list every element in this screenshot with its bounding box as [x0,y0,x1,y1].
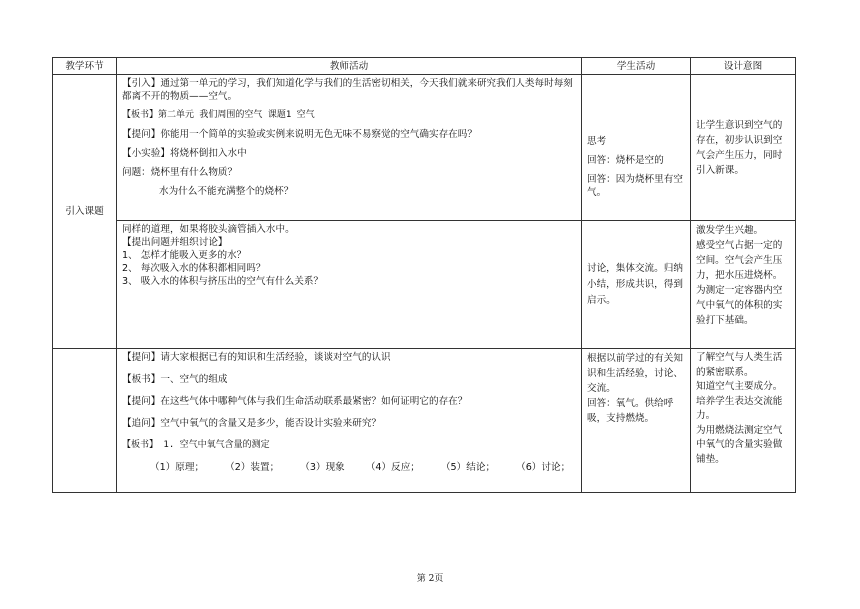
teacher-line: 1、 怎样才能吸入更多的水？ [122,250,247,261]
teacher-line: 【提问】在这些气体中哪种气体与我们生命活动联系最紧密？如何证明它的存在？ [122,396,468,407]
teacher-line: 【提问】请大家根据已有的知识和生活经验，谈谈对空气的认识 [122,352,391,363]
intent-cell [691,75,796,221]
header-intent: 设计意图 [691,58,796,75]
intent-line: 知道空气主要成分。 [696,381,783,392]
step-item: （2）装置； [225,462,280,473]
step-item: （5）结论； [440,462,496,473]
student-cell [582,75,691,221]
intent-cell [691,349,796,493]
stage-cell: 引入课题 [53,75,117,349]
steps-line [122,461,575,474]
page-number: 第 2页 [416,574,444,584]
teacher-line: 水为什么不能充满整个的烧杯？ [159,186,294,197]
teacher-line: 【提问】你能用一个简单的实验或实例来说明无色无味不易察觉的空气确实存在吗？ [122,129,477,140]
teacher-line: 【板书】第二单元 我们周围的空气 课题1 空气 [122,110,315,120]
lesson-plan-table [52,57,796,493]
student-text: 讨论，集体交流。归纳小结，形成共识，得到启示。 [587,262,683,306]
table-row [53,349,796,493]
header-student: 学生活动 [582,58,691,75]
table-row [53,221,796,349]
intent-line: 培养学生表达交流能力。 [696,395,783,421]
teacher-line: 同样的道理，如果将胶头滴管插入水中。 [122,224,295,235]
table-row [53,75,796,221]
intent-line: 激发学生兴趣。 [696,225,764,236]
student-line: 回答：因为烧杯里有空气。 [587,173,683,198]
intent-line: 了解空气与人类生活的紧密联系。 [696,352,783,378]
table-header-row [53,58,796,75]
header-teacher: 教师活动 [117,58,582,75]
intent-line: 感受空气占据一定的空间。空气会产生压力，把水压进烧杯。为测定一定容器内空气中氧气的体积的实验打下基础。 [696,240,783,326]
student-cell [582,349,691,493]
teacher-line: 【提出问题并组织讨论】 [122,237,228,248]
intent-cell [691,221,796,349]
teacher-line: 【引入】通过第一单元的学习，我们知道化学与我们的生活密切相关，今天我们就来研究我们人类每时每刻都离不开的物质——空气。 [122,78,573,102]
teacher-line: 【板书】 1. 空气中氧气含量的测定 [122,440,270,450]
teacher-cell [117,349,582,493]
step-item: （6）讨论； [516,462,571,473]
student-cell [582,221,691,349]
teacher-line: 3、 吸入水的体积与挤压出的空气有什么关系？ [122,276,324,287]
student-line: 回答：氧气。供给呼吸，支持燃烧。 [587,398,674,424]
teacher-cell [117,75,582,221]
teacher-line: 【小实验】将烧杯倒扣入水中 [122,148,247,159]
step-item: （1）原理； [150,462,205,473]
student-line: 回答：烧杯是空的 [587,154,664,166]
student-line: 思考 [587,135,607,147]
teacher-line: 2、 每次吸入水的体积都相同吗？ [122,263,266,274]
intent-text: 让学生意识到空气的存在，初步认识到空气会产生压力，同时引入新课。 [696,119,783,176]
intent-line: 为用燃烧法测定空气中氧气的含量实验做铺垫。 [696,424,783,465]
teacher-line: 【追问】空气中氧气的含量又是多少，能否设计实验来研究？ [122,418,382,429]
teacher-line: 问题：烧杯里有什么物质？ [122,167,238,178]
student-line: 根据以前学过的有关知识和生活经验，讨论、交流。 [587,353,683,394]
stage-cell [53,349,117,493]
teacher-cell [117,221,582,349]
step-item: （3）现象 [300,462,345,473]
header-stage: 教学环节 [53,58,117,75]
step-item: （4）反应； [365,462,420,473]
teacher-line: 【板书】一、空气的组成 [122,374,228,385]
